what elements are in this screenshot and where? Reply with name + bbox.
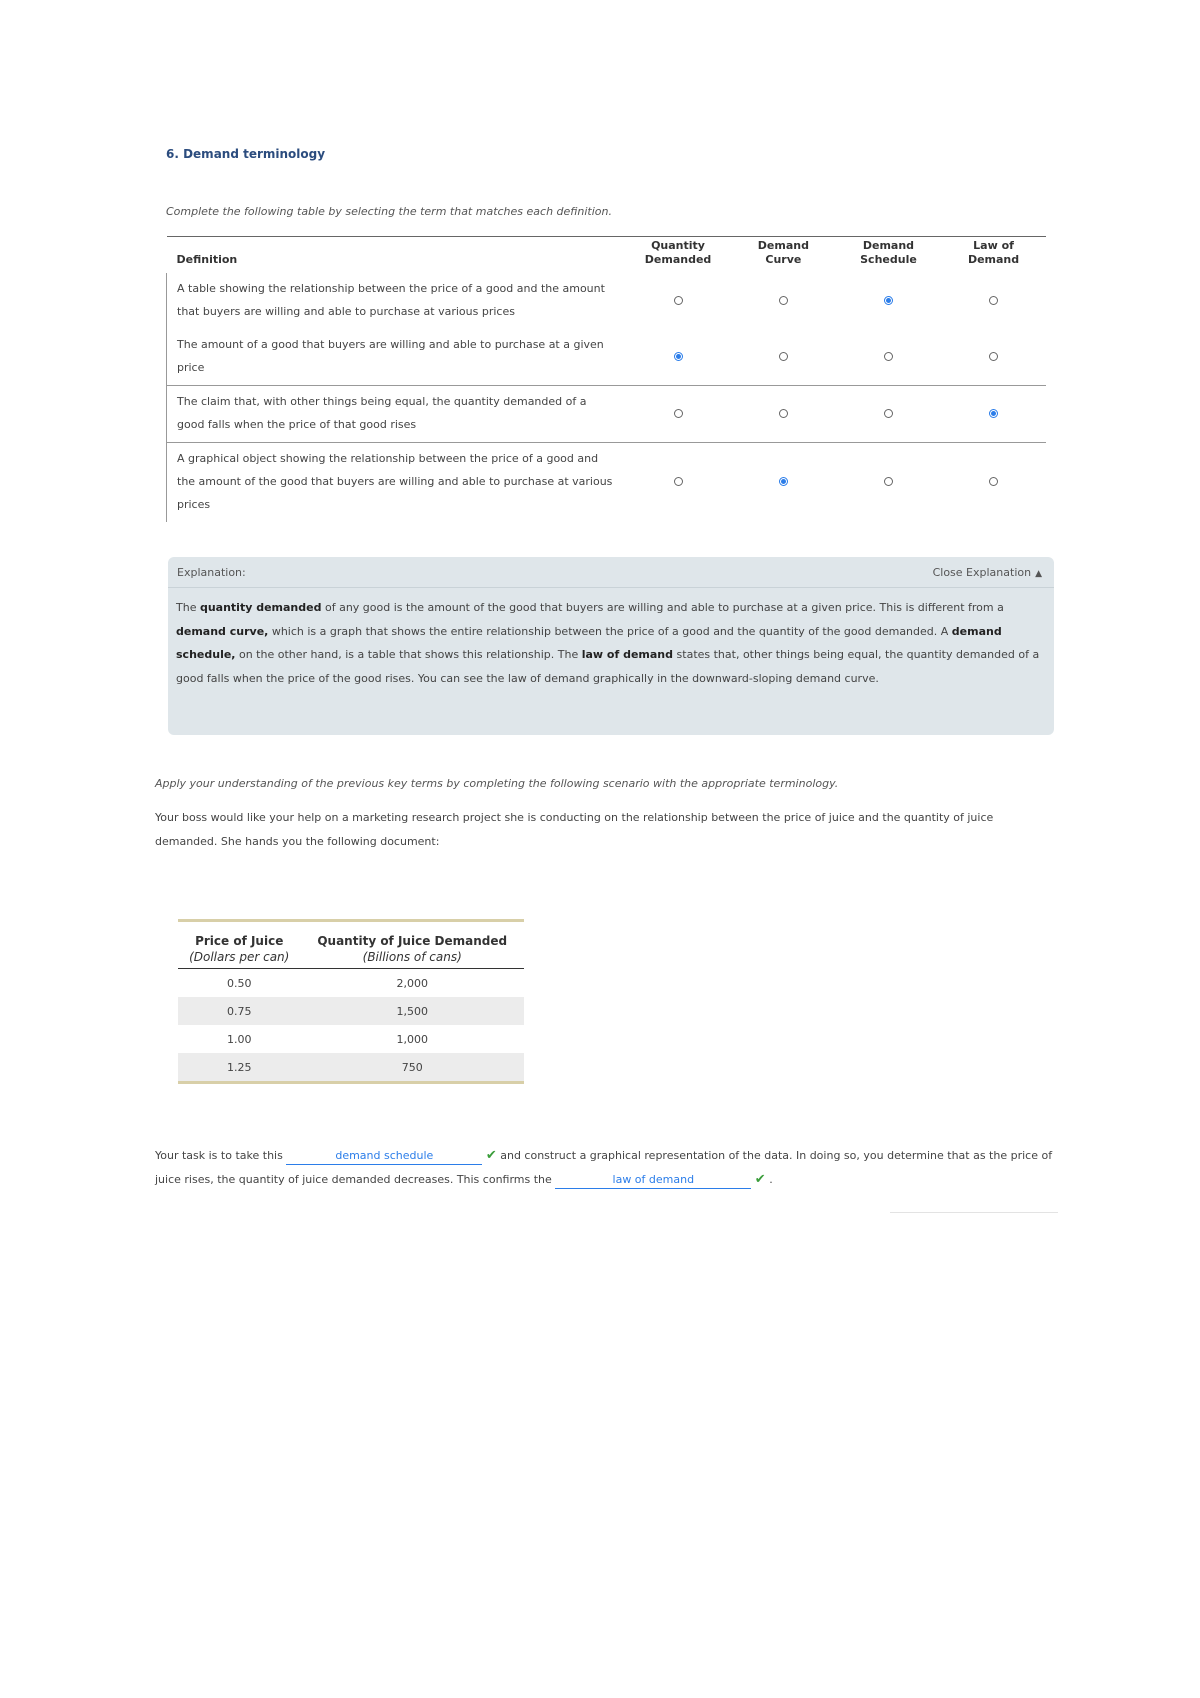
radio-button[interactable]: [779, 477, 788, 486]
quantity-column-unit: (Billions of cans): [300, 950, 524, 969]
task-text: Your task is to take this demand schedule ✔ and construct a graphical representation of the data. In doing so, you determine that as the price of juice rises, the quantity of juice demanded decreases. This confirms the law of demand ✔ .: [155, 1148, 1053, 1187]
radio-button[interactable]: [989, 296, 998, 305]
option-header: Quantity Demanded: [644, 239, 712, 266]
divider: [890, 1212, 1058, 1213]
table-row: [167, 329, 1047, 386]
radio-button[interactable]: [884, 409, 893, 418]
definition-text: A table showing the relationship between the price of a good and the amount that buyers are willing and able to purchase at various prices: [167, 273, 626, 329]
radio-button[interactable]: [884, 352, 893, 361]
definition-text: A graphical object showing the relationship between the price of a good and the amount of the good that buyers are willing and able to purchase at various prices: [167, 443, 626, 523]
table-row: [178, 997, 524, 1025]
radio-button[interactable]: [674, 409, 683, 418]
price-column-unit: (Dollars per can): [178, 950, 300, 969]
explanation-header: [168, 557, 1054, 588]
explanation-label: Explanation:: [177, 566, 246, 579]
table-row: [178, 1053, 524, 1081]
quantity-cell: 1,500: [300, 997, 524, 1025]
radio-button[interactable]: [674, 352, 683, 361]
apply-instructions: Apply your understanding of the previous key terms by completing the following scenario with the appropriate terminology.: [155, 777, 839, 790]
table-row: [167, 443, 1047, 523]
definition-text: The claim that, with other things being equal, the quantity demanded of a good falls when the price of that good rises: [167, 386, 626, 443]
radio-button[interactable]: [989, 477, 998, 486]
radio-button[interactable]: [884, 477, 893, 486]
matching-table: [166, 236, 1046, 522]
table-row: [167, 273, 1047, 329]
definition-header: Definition: [176, 253, 238, 266]
definition-text: The amount of a good that buyers are willing and able to purchase at a given price: [167, 329, 626, 386]
radio-button[interactable]: [779, 409, 788, 418]
table-row: [178, 1025, 524, 1053]
page-title: 6. Demand terminology: [166, 147, 326, 161]
option-header: Demand Curve: [757, 239, 809, 266]
radio-button[interactable]: [674, 477, 683, 486]
radio-button[interactable]: [989, 409, 998, 418]
price-cell: 0.50: [226, 976, 252, 990]
price-cell: 0.75: [178, 997, 300, 1025]
radio-button[interactable]: [779, 352, 788, 361]
quantity-column-header: Quantity of Juice Demanded: [317, 934, 508, 948]
juice-demand-table: [178, 919, 524, 1084]
radio-button[interactable]: [884, 296, 893, 305]
table-row: [167, 386, 1047, 443]
close-explanation-button[interactable]: [933, 566, 1042, 579]
price-column-header: Price of Juice: [195, 934, 284, 948]
chevron-up-icon: ▲: [1035, 569, 1042, 579]
quantity-cell: 750: [300, 1053, 524, 1081]
price-cell: 1.00: [226, 1032, 252, 1046]
explanation-panel: [168, 557, 1054, 735]
answer-dropdown-1[interactable]: demand schedule: [286, 1148, 482, 1165]
explanation-text: The quantity demanded of any good is the amount of the good that buyers are willing and able to purchase at a given price. This is different from a demand curve, which is a graph that shows the entire relationship between the price of a good and the quantity of the good demanded. A demand schedule, on the other hand, is a table that shows this relationship. The law of demand states that, other things being equal, the quantity demanded of a good falls when the price of the good rises. You can see the law of demand graphically in the downward-sloping demand curve.: [176, 601, 1040, 685]
radio-button[interactable]: [989, 352, 998, 361]
table-row: [178, 969, 524, 998]
instructions: Complete the following table by selecting the term that matches each definition.: [166, 205, 612, 218]
option-header: Demand Schedule: [860, 239, 917, 266]
close-explanation-label: Close Explanation: [932, 566, 1032, 579]
checkmark-icon: ✔: [485, 1148, 497, 1163]
radio-button[interactable]: [674, 296, 683, 305]
radio-button[interactable]: [779, 296, 788, 305]
answer-dropdown-2[interactable]: law of demand: [555, 1172, 751, 1189]
option-header: Law of Demand: [967, 239, 1020, 266]
price-cell: 1.25: [178, 1053, 300, 1081]
quantity-cell: 1,000: [396, 1032, 428, 1046]
checkmark-icon: ✔: [754, 1172, 766, 1187]
quantity-cell: 2,000: [396, 976, 428, 990]
scenario-text: Your boss would like your help on a marketing research project she is conducting on the relationship between the price of juice and the quantity of juice demanded. She hands you the following document:: [155, 811, 994, 848]
